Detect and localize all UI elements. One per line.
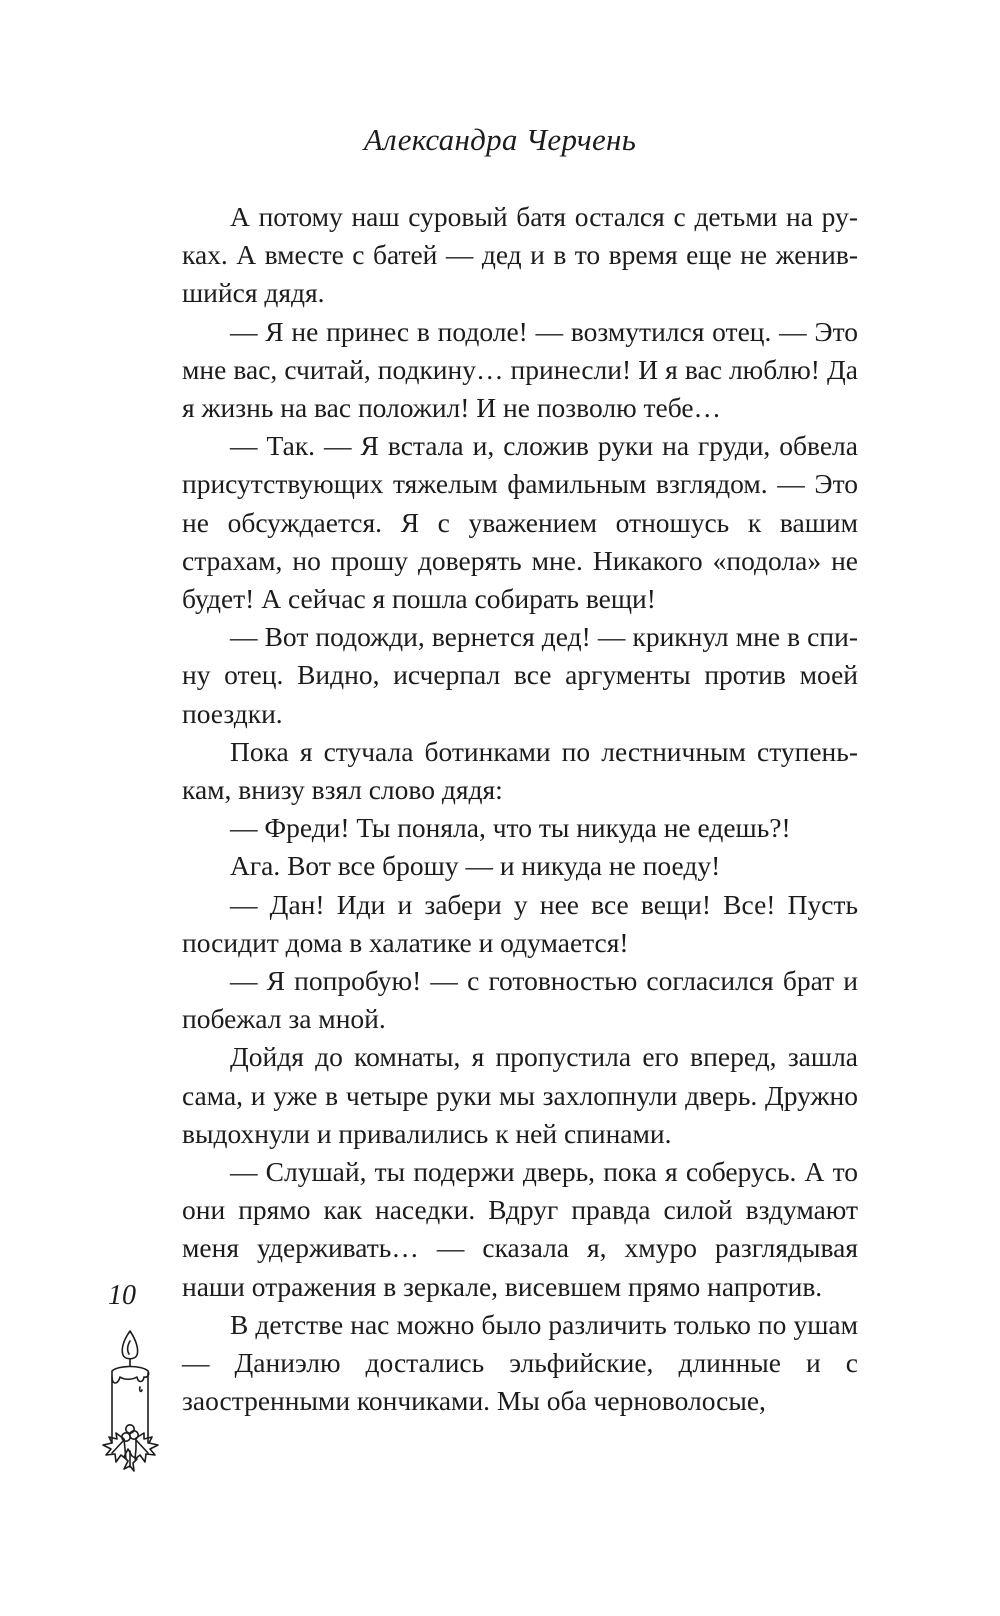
paragraph: — Вот подожди, вернется дед! — крикнул мне в спину отец. Видно, исчерпал все аргументы против моей поездки. xyxy=(182,621,858,729)
paragraph: В детстве нас можно было различить только по ушам — Даниэлю достались эльфийские, длинные и с заостренными кончиками. Мы оба черноволосые, xyxy=(182,1308,858,1417)
paragraph: — Дан! Иди и забери у нее все вещи! Все! Пусть посидит дома в халатике и одумается! xyxy=(182,888,858,958)
paragraph: — Слушай, ты подержи дверь, пока я соберусь. А то они прямо как наседки. Вдруг правда силой вздумают меня удерживать… — сказала я, хмуро разглядывая наши отражения в зеркале, висевшем прямо напротив. xyxy=(182,1156,858,1302)
paragraph: — Я не принес в подоле! — возмутился отец. — Это мне вас, считай, подкину… принесли! И я вас люблю! Да я жизнь на вас положил! И не позволю тебе… xyxy=(182,315,858,424)
paragraph: А потому наш суровый батя остался с детьми на руках. А вместе с батей — дед и в то время еще не женившийся дядя. xyxy=(182,201,858,309)
paragraph: — Так. — Я встала и, сложив руки на груди, обвела присутствующих тяжелым фамильным взглядом. — Это не обсуждается. Я с уважением отношусь к вашим страхам, но прошу доверять мне. Никакого «подола» не будет! А сейчас я пошла собирать вещи! xyxy=(182,430,858,615)
paragraph: — Фреди! Ты поняла, что ты никуда не едешь?! xyxy=(230,812,791,844)
paragraph: Пока я стучала ботинками по лестничным ступенькам, внизу взял слово дядя: xyxy=(182,735,858,806)
paragraph: Ага. Вот все брошу — и никуда не поеду! xyxy=(230,850,721,882)
paragraph: Дойдя до комнаты, я пропустила его вперед, зашла сама, и уже в четыре руки мы захлопнули дверь. Дружно выдохнули и привалились к ней спинами. xyxy=(182,1041,858,1149)
running-title: Александра Черчень xyxy=(363,122,637,157)
paragraph: — Я попробую! — с готовностью согласился брат и побежал за мной. xyxy=(182,965,858,1035)
page-number: 10 xyxy=(108,1280,136,1311)
body-text xyxy=(182,198,858,1421)
candle-with-holly-icon xyxy=(90,1325,170,1475)
